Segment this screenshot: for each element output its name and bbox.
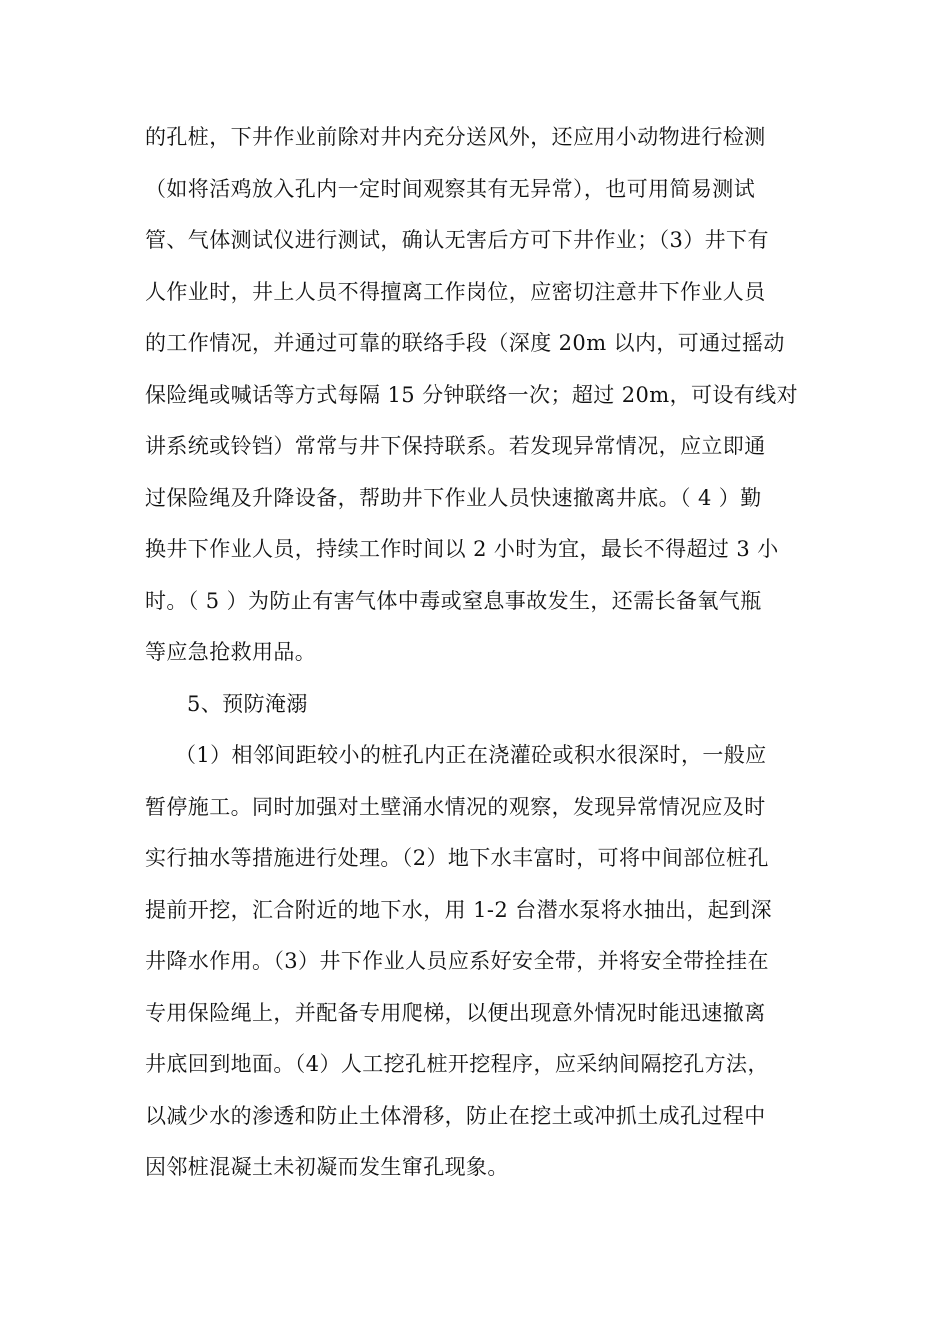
text-line: 专用保险绳上，并配备专用爬梯，以便出现意外情况时能迅速撤离 bbox=[145, 1000, 766, 1025]
section-heading: 5、预防淹溺 bbox=[187, 691, 308, 716]
text-line: 实行抽水等措施进行处理。（2）地下水丰富时，可将中间部位桩孔 bbox=[145, 846, 769, 870]
text-line: 过保险绳及升降设备，帮助井下作业人员快速撤离井底。（ 4 ）勤 bbox=[145, 485, 762, 510]
document-body bbox=[145, 112, 810, 1194]
text-line: 管、气体测试仪进行测试，确认无害后方可下井作业；（3）井下有 bbox=[145, 228, 769, 252]
text-line: （1）相邻间距较小的桩孔内正在浇灌砼或积水很深时，一般应 bbox=[175, 743, 767, 767]
text-line: 时。（ 5 ）为防止有害气体中毒或窒息事故发生，还需长备氧气瓶 bbox=[145, 588, 762, 613]
text-line: 井底回到地面。（4）人工挖孔桩开挖程序，应采纳间隔挖孔方法， bbox=[145, 1052, 769, 1076]
text-line: 的孔桩，下井作业前除对井内充分送风外，还应用小动物进行检测 bbox=[145, 125, 766, 149]
text-line: 因邻桩混凝土未初凝而发生窜孔现象。 bbox=[145, 1155, 509, 1179]
text-line: 换井下作业人员，持续工作时间以 2 小时为宜，最长不得超过 3 小 bbox=[145, 537, 779, 561]
text-line: 讲系统或铃铛）常常与井下保持联系。若发现异常情况，应立即通 bbox=[145, 434, 766, 458]
text-line: （如将活鸡放入孔内一定时间观察其有无异常），也可用简易测试 bbox=[145, 176, 756, 201]
text-line: 以减少水的渗透和防止土体滑移，防止在挖土或冲抓土成孔过程中 bbox=[145, 1103, 766, 1128]
text-line: 暂停施工。同时加强对土壁涌水情况的观察，发现异常情况应及时 bbox=[145, 794, 766, 819]
text-line: 等应急抢救用品。 bbox=[145, 640, 317, 664]
text-line: 人作业时，井上人员不得擅离工作岗位，应密切注意井下作业人员 bbox=[145, 279, 766, 304]
text-line: 井降水作用。（3）井下作业人员应系好安全带，并将安全带拴挂在 bbox=[145, 949, 769, 973]
text-line: 提前开挖，汇合附近的地下水，用 1-2 台潜水泵将水抽出，起到深 bbox=[145, 897, 772, 922]
text-line: 保险绳或喊话等方式每隔 15 分钟联络一次；超过 20m，可设有线对 bbox=[145, 382, 798, 407]
text-line: 的工作情况，并通过可靠的联络手段（深度 20m 以内，可通过摇动 bbox=[145, 331, 785, 355]
